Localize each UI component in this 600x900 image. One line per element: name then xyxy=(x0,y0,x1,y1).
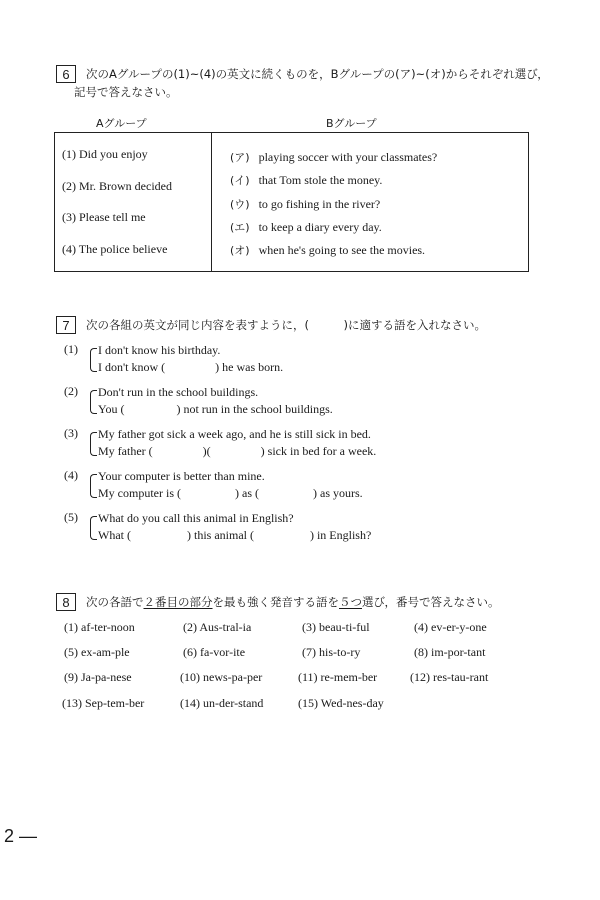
word-item: (15) Wed-nes-day xyxy=(298,696,384,710)
group-b-text: when he's going to see the movies. xyxy=(258,243,426,257)
q7-text: My computer is ( xyxy=(98,486,181,500)
word-item: (4) ev-er-y-one xyxy=(414,620,487,634)
group-b-label: (オ) xyxy=(230,244,250,257)
group-a-item-1: (1) Did you enjoy xyxy=(62,147,148,161)
group-b-text: that Tom stole the money. xyxy=(258,173,383,187)
q7-text: I don't know ( xyxy=(98,360,166,374)
q7-item-5-line1: What do you call this animal in English? xyxy=(98,511,294,525)
word-item: (12) res-tau-rant xyxy=(410,670,489,684)
word-item: (1) af-ter-noon xyxy=(64,620,135,634)
word-item: (5) ex-am-ple xyxy=(64,645,130,659)
brace-icon xyxy=(90,516,97,540)
word-item: (7) his-to-ry xyxy=(302,645,361,659)
q7-item-3-line1: My father got sick a week ago, and he is still sick in bed. xyxy=(98,427,371,441)
group-b-item-4 xyxy=(230,219,382,235)
brace-icon xyxy=(90,348,97,372)
instruction-text: を最も強く発音する語を xyxy=(212,595,339,609)
q7-item-3-line2 xyxy=(98,444,376,459)
q7-item-number: (1) xyxy=(64,342,78,356)
question-8-instruction xyxy=(86,592,500,612)
word-item: (6) fa-vor-ite xyxy=(183,645,246,659)
q7-text: )( xyxy=(202,444,211,458)
q7-text: ) not run in the school buildings. xyxy=(176,402,333,416)
q7-text: ) he was born. xyxy=(215,360,284,374)
group-a-item-3: (3) Please tell me xyxy=(62,210,146,224)
q7-item-5-line2 xyxy=(98,528,371,543)
group-b-label: (エ) xyxy=(230,221,250,234)
q7-text: What ( xyxy=(98,528,131,542)
group-a-item-2: (2) Mr. Brown decided xyxy=(62,179,172,193)
question-7-instruction: 次の各組の英文が同じ内容を表すように，( )に適する語を入れなさい。 xyxy=(86,318,486,332)
word-item: (2) Aus-tral-ia xyxy=(183,620,252,634)
group-b-text: to go fishing in the river? xyxy=(258,197,381,211)
q7-item-2-line1: Don't run in the school buildings. xyxy=(98,385,259,399)
page-number: 2 — xyxy=(4,826,38,846)
question-7-number: 7 xyxy=(56,316,76,334)
group-b-item-1 xyxy=(230,149,437,165)
q7-item-4-line2 xyxy=(98,486,363,501)
question-8-number: 8 xyxy=(56,593,76,611)
instruction-underlined: ２番目の部分 xyxy=(143,595,213,609)
brace-icon xyxy=(90,432,97,456)
group-b-header: Bグループ xyxy=(326,117,377,130)
instruction-text: 次の各語で xyxy=(86,595,144,609)
q7-text: ) sick in bed for a week. xyxy=(260,444,377,458)
group-b-label: (ウ) xyxy=(230,198,250,211)
q7-text: ) as yours. xyxy=(313,486,363,500)
q7-text: ) this animal ( xyxy=(186,528,254,542)
q7-item-number: (4) xyxy=(64,468,78,482)
instruction-text: 選び，番号で答えなさい。 xyxy=(362,595,500,609)
q7-item-2-line2 xyxy=(98,402,333,417)
word-item: (13) Sep-tem-ber xyxy=(62,696,145,710)
q7-item-1-line2 xyxy=(98,360,283,375)
word-item: (11) re-mem-ber xyxy=(298,670,378,684)
word-item: (3) beau-ti-ful xyxy=(302,620,370,634)
group-b-text: playing soccer with your classmates? xyxy=(258,150,438,164)
question-6-number: 6 xyxy=(56,65,76,83)
q7-item-1-line1: I don't know his birthday. xyxy=(98,343,221,357)
group-b-item-5 xyxy=(230,242,425,258)
brace-icon xyxy=(90,474,97,498)
group-b-item-3 xyxy=(230,196,380,212)
question-6-instruction-line2: 記号で答えなさい。 xyxy=(74,85,178,99)
word-item: (9) Ja-pa-nese xyxy=(64,670,132,684)
brace-icon xyxy=(90,390,97,414)
q7-text: My father ( xyxy=(98,444,153,458)
group-b-item-2 xyxy=(230,172,382,188)
q7-item-number: (3) xyxy=(64,426,78,440)
group-a-item-4: (4) The police believe xyxy=(62,242,168,256)
q7-text: You ( xyxy=(98,402,125,416)
group-a-header: Aグループ xyxy=(96,117,147,130)
q7-text: ) as ( xyxy=(235,486,259,500)
group-b-label: (ア) xyxy=(230,151,250,164)
q7-text: ) in English? xyxy=(309,528,372,542)
q7-item-4-line1: Your computer is better than mine. xyxy=(98,469,265,483)
group-b-label: (イ) xyxy=(230,174,250,187)
word-item: (14) un-der-stand xyxy=(180,696,264,710)
word-item: (10) news-pa-per xyxy=(180,670,263,684)
question-6-instruction-line1: 次のAグループの(1)~(4)の英文に続くものを，Bグループの(ア)~(オ)からそれぞれ選び， xyxy=(86,67,549,81)
group-b-text: to keep a diary every day. xyxy=(258,220,382,234)
table-divider xyxy=(211,133,212,271)
instruction-underlined: ５つ xyxy=(339,595,362,609)
q7-item-number: (5) xyxy=(64,510,78,524)
word-item: (8) im-por-tant xyxy=(414,645,486,659)
q7-item-number: (2) xyxy=(64,384,78,398)
